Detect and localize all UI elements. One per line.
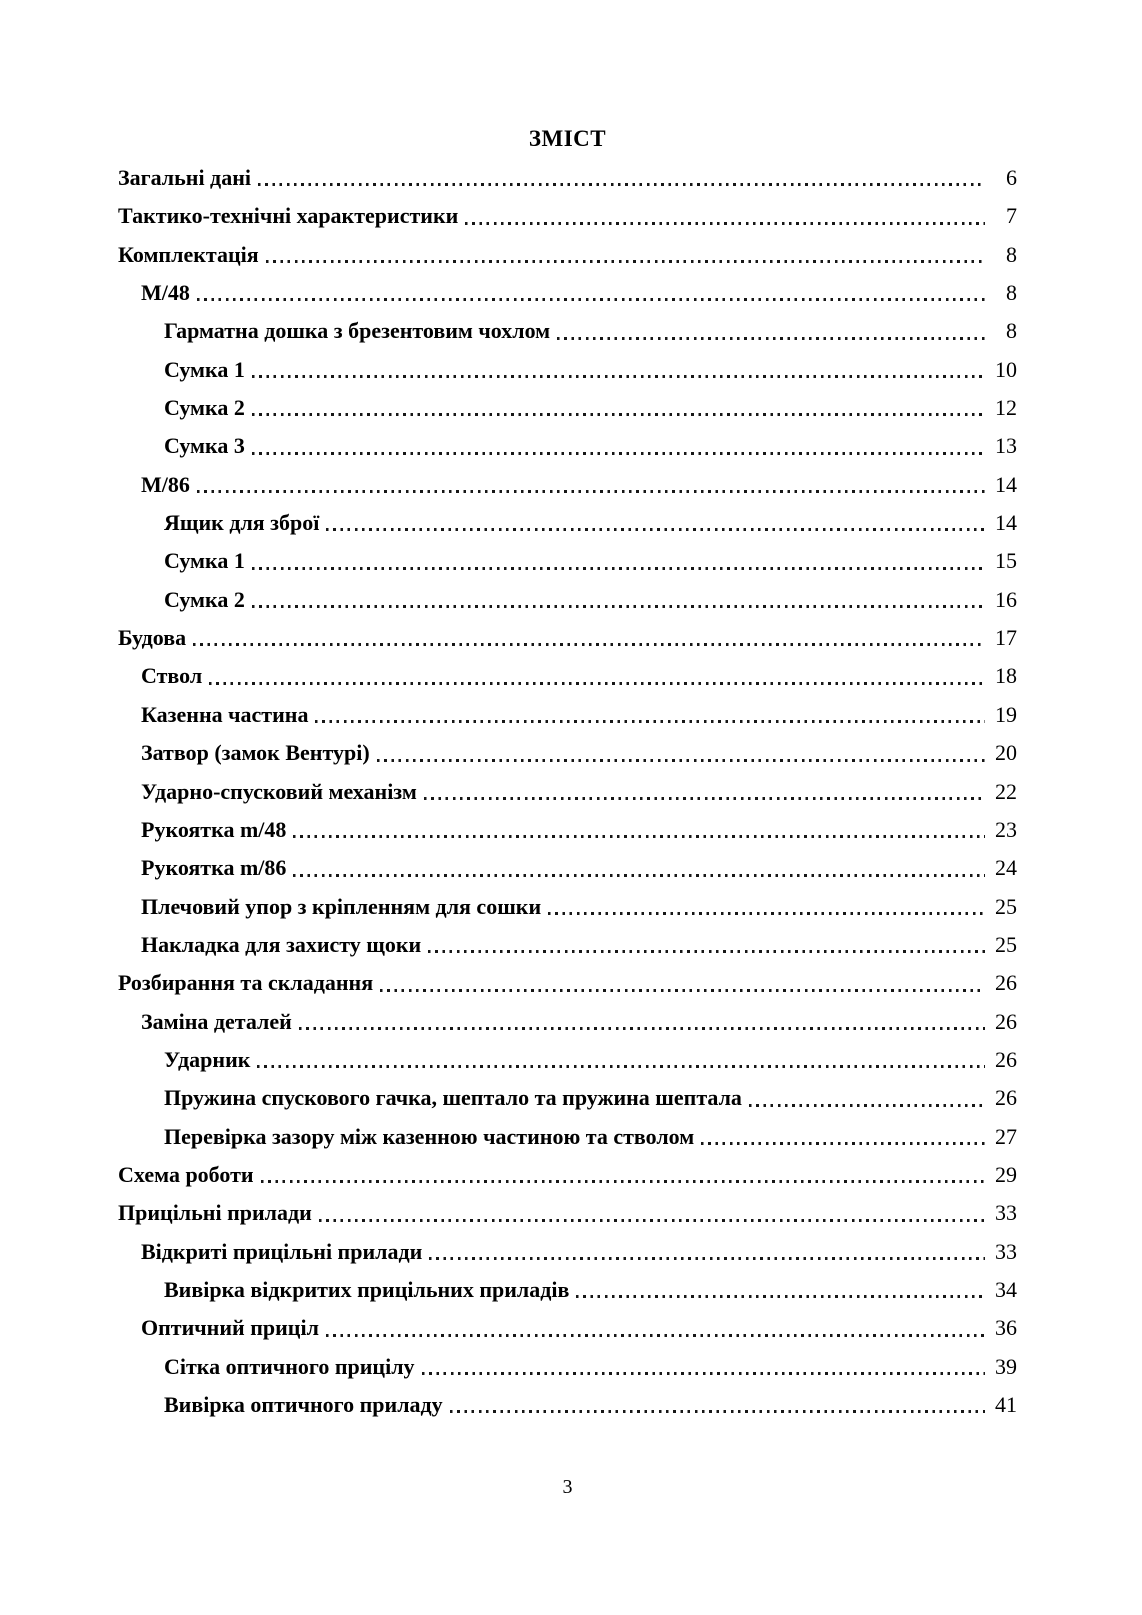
- toc-entry-label: Будова: [118, 625, 187, 651]
- toc-entry-label: Комплектація: [118, 241, 259, 267]
- dot-leader: [252, 581, 985, 619]
- toc-entry-label: Гарматна дошка з брезентовим чохлом: [164, 318, 551, 344]
- toc-entry: [118, 504, 1017, 542]
- toc-entry-page-number: 17: [995, 625, 1017, 651]
- dot-leader: [257, 1041, 985, 1079]
- dot-leader: [422, 1348, 985, 1386]
- dot-leader: [299, 1003, 985, 1041]
- toc-entry-page-number: 33: [995, 1200, 1017, 1226]
- dot-leader: [319, 1194, 985, 1232]
- toc-entry: [118, 581, 1017, 619]
- toc-entry-label: Ударно-спусковий механізм: [141, 778, 417, 804]
- toc-entry-label: Пружина спускового гачка, шептало та пружина шептала: [164, 1085, 742, 1111]
- dot-leader: [209, 657, 985, 695]
- toc-entry-label: Рукоятка m/48: [141, 816, 287, 842]
- toc-entry-page-number: 29: [995, 1161, 1017, 1187]
- toc-entry-label: Вивірка оптичного приладу: [164, 1392, 443, 1417]
- toc-entry-page-number: 22: [995, 778, 1017, 804]
- toc-entry-page-number: 26: [995, 970, 1017, 996]
- toc-entry-label: Тактико-технічні характеристики: [118, 203, 459, 229]
- toc-entry: [118, 964, 1017, 1002]
- dot-leader: [293, 811, 985, 849]
- toc-entry-page-number: 39: [995, 1353, 1017, 1379]
- toc-entry-page-number: 8: [1006, 241, 1017, 267]
- dot-leader: [261, 1156, 985, 1194]
- toc-entry: [118, 657, 1017, 695]
- toc-entry-page-number: 23: [995, 816, 1017, 842]
- toc-entry-label: Заміна деталей: [141, 1008, 292, 1034]
- toc-entry: [118, 811, 1017, 849]
- toc-entry-page-number: 27: [995, 1123, 1017, 1149]
- dot-leader: [557, 312, 985, 350]
- dot-leader: [377, 734, 985, 772]
- toc-entry-page-number: 8: [1006, 280, 1017, 306]
- toc-entry: [118, 427, 1017, 465]
- toc-entry: [118, 466, 1017, 504]
- toc-entry: [118, 619, 1017, 657]
- toc-entry: [118, 1156, 1017, 1194]
- toc-entry-label: М/86: [141, 471, 190, 497]
- toc-entry-page-number: 36: [995, 1315, 1017, 1341]
- dot-leader: [197, 466, 985, 504]
- toc-title: ЗМІСТ: [528, 126, 607, 151]
- toc-list: [118, 159, 1017, 1424]
- dot-leader: [252, 351, 985, 389]
- toc-entry-page-number: 25: [995, 931, 1017, 957]
- footer-page-number: 3: [562, 1476, 573, 1498]
- toc-entry: [118, 197, 1017, 235]
- dot-leader: [424, 773, 985, 811]
- toc-entry-label: М/48: [141, 280, 190, 306]
- dot-leader: [252, 542, 985, 580]
- toc-entry-page-number: 14: [995, 510, 1017, 536]
- toc-entry-page-number: 24: [995, 855, 1017, 881]
- toc-entry-label: Сумка 2: [164, 586, 245, 612]
- toc-entry-label: Розбирання та складання: [118, 970, 374, 996]
- toc-entry-page-number: 10: [995, 356, 1017, 382]
- toc-entry-label: Прицільні прилади: [118, 1200, 312, 1226]
- dot-leader: [465, 197, 985, 235]
- toc-entry-page-number: 15: [995, 548, 1017, 574]
- toc-entry: [118, 1233, 1017, 1271]
- toc-entry-page-number: 18: [995, 663, 1017, 689]
- toc-entry: [118, 1271, 1017, 1309]
- dot-leader: [266, 236, 985, 274]
- toc-entry: [118, 389, 1017, 427]
- dot-leader: [326, 504, 985, 542]
- toc-entry-label: Сумка 1: [164, 356, 245, 382]
- toc-entry: [118, 888, 1017, 926]
- toc-entry-label: Оптичний приціл: [141, 1315, 319, 1341]
- toc-entry-label: Плечовий упор з кріпленням для сошки: [141, 893, 542, 919]
- toc-entry-page-number: 14: [995, 471, 1017, 497]
- toc-entry-label: Накладка для захисту щоки: [141, 931, 422, 957]
- toc-entry-label: Сумка 3: [164, 433, 245, 459]
- toc-entry-label: Затвор (замок Вентурі): [141, 740, 370, 766]
- toc-entry-page-number: 8: [1006, 318, 1017, 344]
- toc-entry-label: Схема роботи: [118, 1161, 254, 1187]
- toc-entry: [118, 1079, 1017, 1117]
- toc-entry: [118, 926, 1017, 964]
- dot-leader: [548, 888, 985, 926]
- dot-leader: [252, 427, 985, 465]
- toc-entry: [118, 734, 1017, 772]
- toc-entry: [118, 849, 1017, 887]
- toc-entry-page-number: 13: [995, 433, 1017, 459]
- toc-entry: [118, 1348, 1017, 1386]
- toc-entry: [118, 1309, 1017, 1347]
- toc-entry-label: Сумка 2: [164, 395, 245, 421]
- toc-entry-label: Ящик для зброї: [164, 510, 320, 536]
- dot-leader: [749, 1079, 985, 1117]
- dot-leader: [258, 159, 985, 197]
- toc-entry-label: Перевірка зазору між казенною частиною та стволом: [164, 1123, 695, 1149]
- toc-entry: [118, 1003, 1017, 1041]
- toc-entry-page-number: 16: [995, 586, 1017, 612]
- dot-leader: [293, 849, 985, 887]
- toc-entry-page-number: 6: [1006, 165, 1017, 190]
- dot-leader: [193, 619, 985, 657]
- toc-entry: [118, 696, 1017, 734]
- dot-leader: [252, 389, 985, 427]
- toc-entry-label: Ударник: [164, 1046, 251, 1072]
- toc-entry-page-number: 12: [995, 395, 1017, 421]
- toc-entry-page-number: 33: [995, 1238, 1017, 1264]
- toc-entry-page-number: 26: [995, 1085, 1017, 1111]
- toc-entry: [118, 542, 1017, 580]
- toc-entry-page-number: 34: [995, 1276, 1017, 1302]
- dot-leader: [428, 926, 985, 964]
- toc-entry-label: Рукоятка m/86: [141, 855, 287, 881]
- toc-entry: [118, 236, 1017, 274]
- toc-entry: [118, 1041, 1017, 1079]
- dot-leader: [326, 1309, 985, 1347]
- toc-entry-page-number: 19: [995, 701, 1017, 727]
- toc-entry-label: Казенна частина: [141, 701, 309, 727]
- toc-entry-label: Вивірка відкритих прицільних приладів: [164, 1276, 570, 1302]
- dot-leader: [576, 1271, 985, 1309]
- dot-leader: [429, 1233, 985, 1271]
- toc-entry-label: Сітка оптичного прицілу: [164, 1353, 415, 1379]
- toc-entry: [118, 312, 1017, 350]
- dot-leader: [450, 1386, 985, 1424]
- dot-leader: [197, 274, 985, 312]
- toc-entry-label: Ствол: [141, 663, 203, 689]
- toc-entry: [118, 274, 1017, 312]
- toc-entry: [118, 1386, 1017, 1424]
- dot-leader: [315, 696, 985, 734]
- toc-entry: [118, 1118, 1017, 1156]
- dot-leader: [701, 1118, 985, 1156]
- toc-entry-label: Загальні дані: [118, 165, 251, 190]
- toc-entry-page-number: 26: [995, 1046, 1017, 1072]
- toc-entry-page-number: 25: [995, 893, 1017, 919]
- toc-entry-page-number: 20: [995, 740, 1017, 766]
- toc-entry-label: Відкриті прицільні прилади: [141, 1238, 423, 1264]
- toc-entry-label: Сумка 1: [164, 548, 245, 574]
- toc-entry: [118, 1194, 1017, 1232]
- toc-entry: [118, 159, 1017, 197]
- dot-leader: [380, 964, 985, 1002]
- toc-entry-page-number: 41: [995, 1392, 1017, 1417]
- toc-entry: [118, 773, 1017, 811]
- toc-entry: [118, 351, 1017, 389]
- toc-entry-page-number: 26: [995, 1008, 1017, 1034]
- toc-entry-page-number: 7: [1006, 203, 1017, 229]
